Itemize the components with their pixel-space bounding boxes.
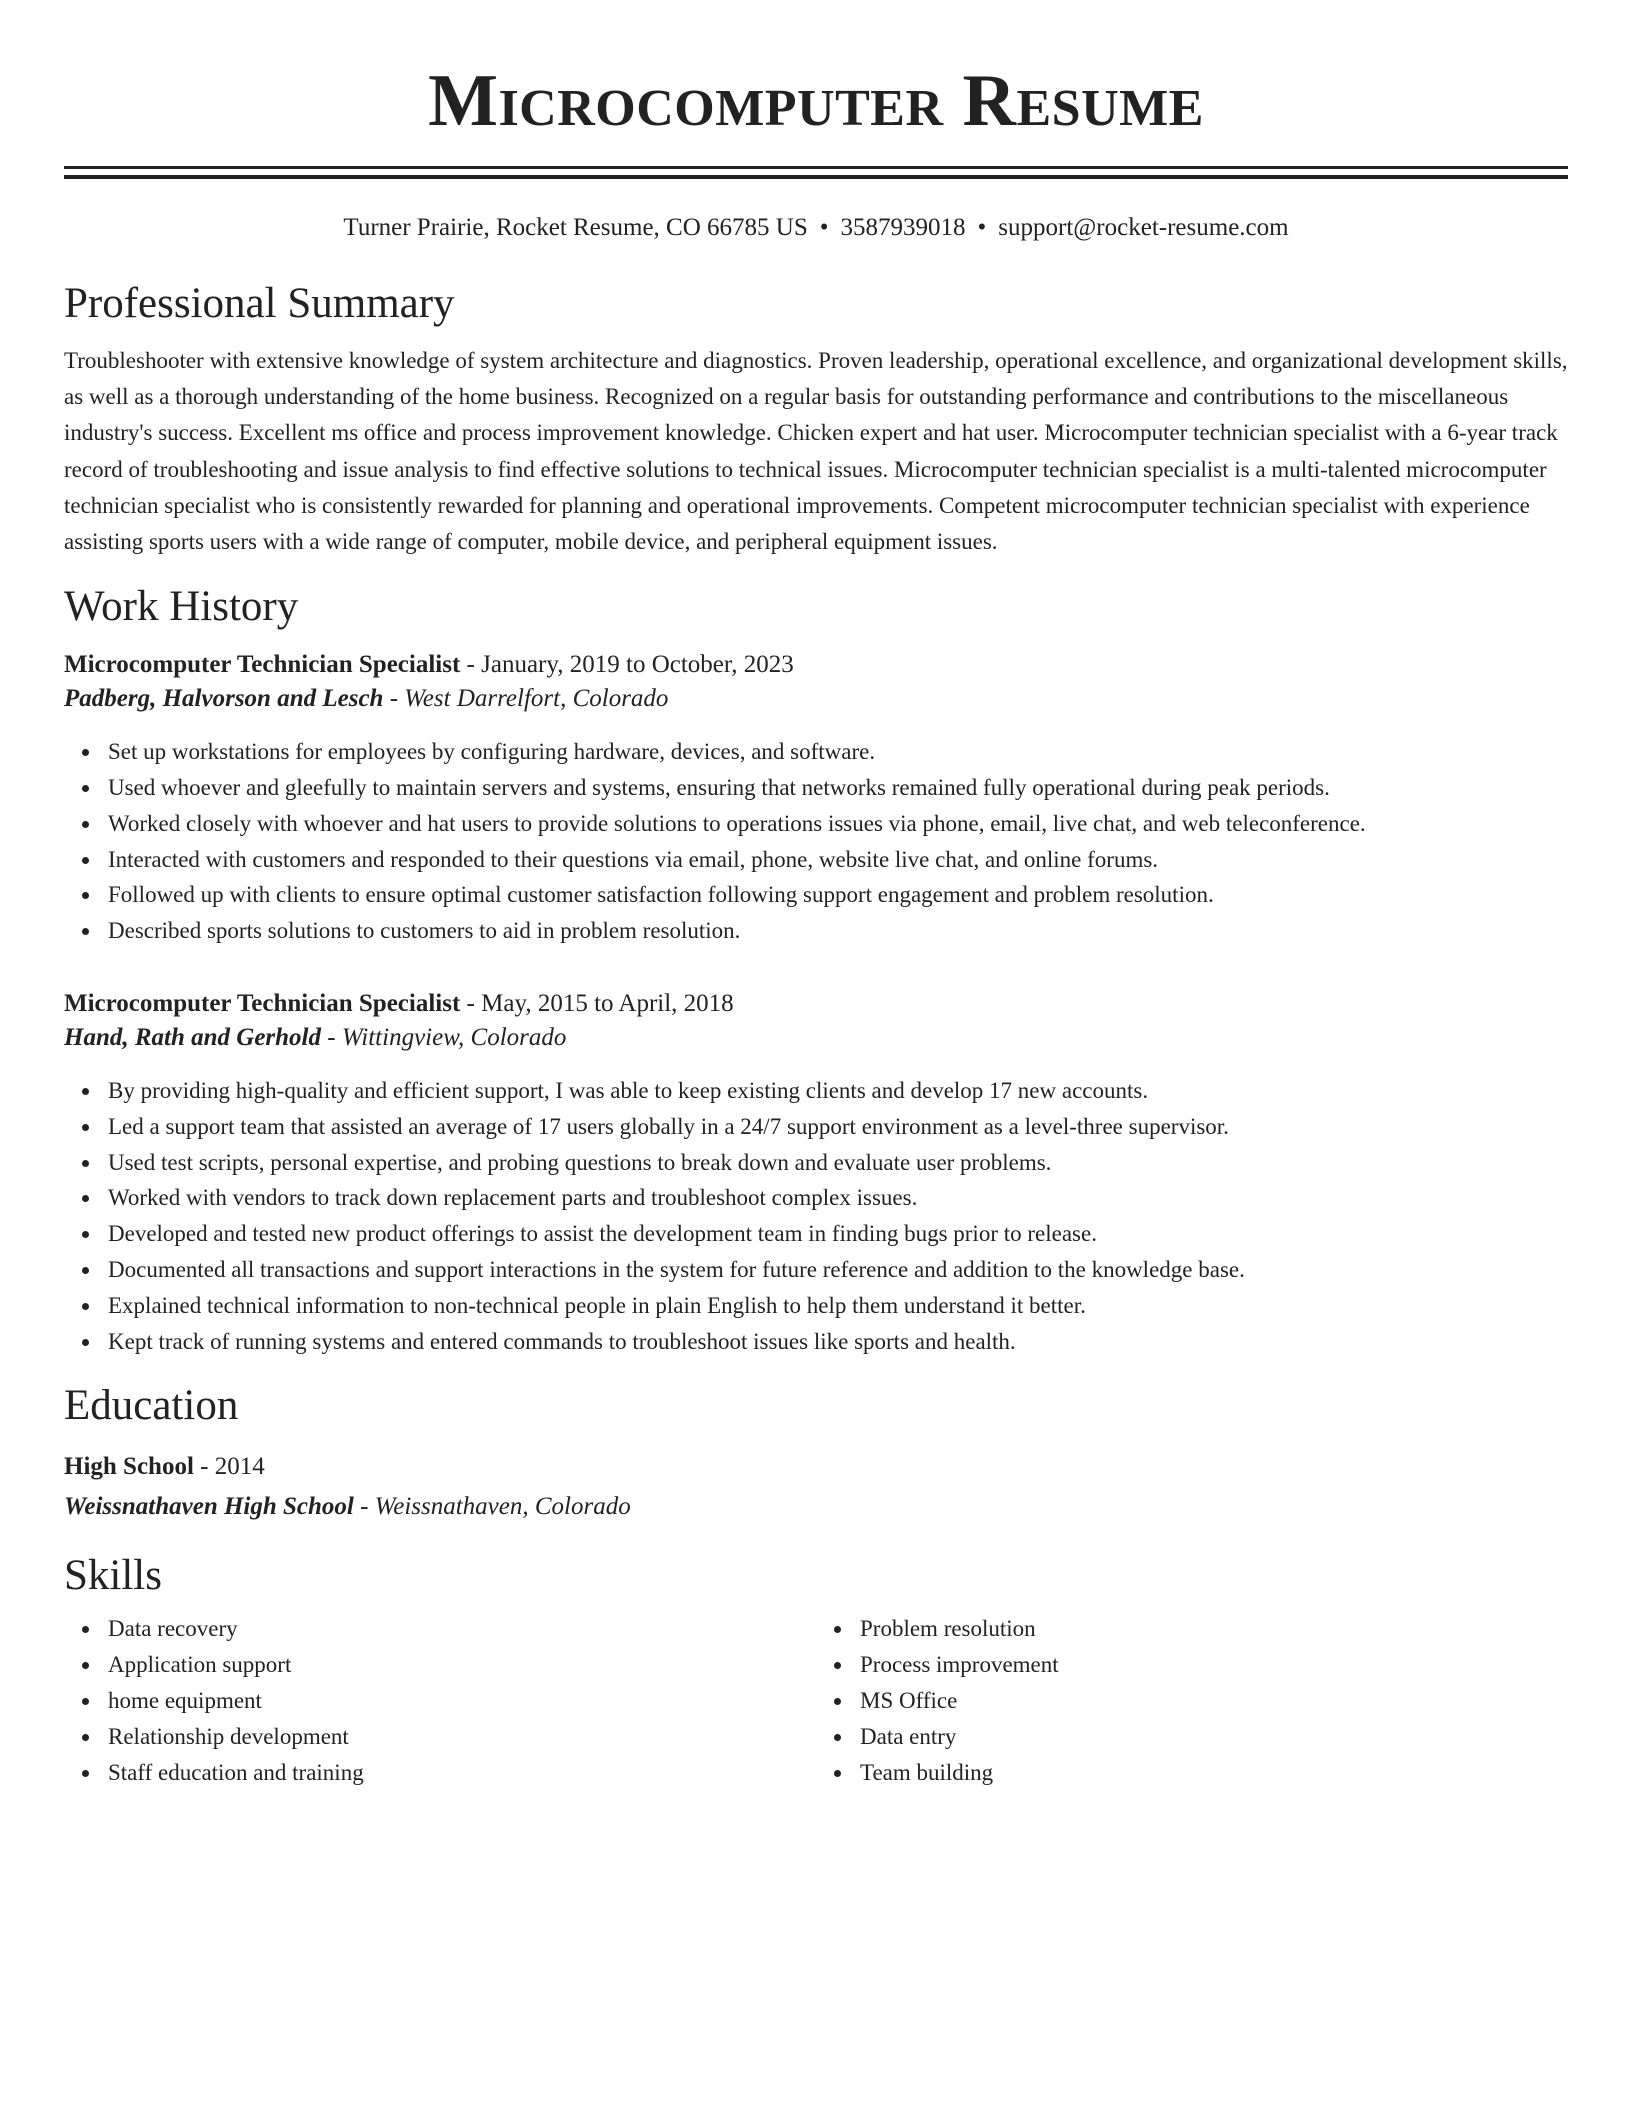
job-company-line [64, 682, 1568, 716]
job-title-line [64, 648, 1568, 682]
list-item: Process improvement [860, 1647, 1568, 1683]
job-title: Microcomputer Technician Specialist [64, 651, 461, 679]
resume-page [64, 0, 1568, 1790]
summary-heading: Professional Summary [64, 280, 455, 327]
job-bullets [64, 734, 1568, 949]
list-item: Worked with vendors to track down replacement parts and troubleshoot complex issues. [108, 1180, 1568, 1216]
education-year: - 2014 [193, 1453, 265, 1481]
list-item: Relationship development [108, 1719, 816, 1755]
list-item: MS Office [860, 1683, 1568, 1719]
resume-title: Microcomputer Resume [428, 60, 1204, 142]
list-item: Led a support team that assisted an average of 17 users globally in a 24/7 support environment as a level-three supervisor. [108, 1109, 1568, 1145]
job-company: Hand, Rath and Gerhold [64, 1024, 322, 1051]
skills-column-right [816, 1611, 1568, 1790]
education-school: Weissnathaven High School [64, 1493, 354, 1521]
education-location: - Weissnathaven, Colorado [353, 1493, 631, 1521]
summary-text: Troubleshooter with extensive knowledge of system architecture and diagnostics. Proven leadership, operational excellence, and organizational development skills, as well as a thorough understanding of the home business. Recognized on a regular basis for outstanding performance and contributions to the miscellaneous industry's success. Excellent ms office and process improvement knowledge. Chicken expert and hat user. Microcomputer technician specialist with a 6-year track record of troubleshooting and issue analysis to find effective solutions to technical issues. Microcomputer technician specialist is a multi-talented microcomputer technician specialist who is consistently rewarded for planning and operational improvements. Competent microcomputer technician specialist with experience assisting sports users with a wide range of computer, mobile device, and peripheral equipment issues. [64, 348, 1568, 555]
list-item: Team building [860, 1755, 1568, 1791]
education-school-line [64, 1487, 1568, 1527]
job-location: - Wittingview, Colorado [321, 1024, 567, 1051]
list-item: Kept track of running systems and entered commands to troubleshoot issues like sports and health. [108, 1324, 1568, 1360]
list-item: Data entry [860, 1719, 1568, 1755]
list-item: Followed up with clients to ensure optimal customer satisfaction following support engagement and problem resolution. [108, 877, 1568, 913]
contact-email: support@rocket-resume.com [998, 214, 1289, 241]
list-item: Developed and tested new product offerings to assist the development team in finding bugs prior to release. [108, 1216, 1568, 1252]
job-entry [64, 987, 1568, 1359]
list-item: Used test scripts, personal expertise, and probing questions to break down and evaluate user problems. [108, 1145, 1568, 1181]
list-item: Set up workstations for employees by configuring hardware, devices, and software. [108, 734, 1568, 770]
job-dates: - January, 2019 to October, 2023 [460, 651, 794, 679]
job-dates: - May, 2015 to April, 2018 [460, 990, 734, 1017]
job-location: - West Darrelfort, Colorado [383, 685, 669, 713]
contact-phone: 3587939018 [840, 214, 966, 241]
contact-separator: • [977, 214, 987, 241]
education-degree: High School [64, 1453, 194, 1481]
list-item: Application support [108, 1647, 816, 1683]
contact-line [64, 213, 1568, 243]
education-entry [64, 1447, 1568, 1527]
skills-heading: Skills [64, 1552, 162, 1600]
job-company-line [64, 1021, 1568, 1055]
job-bullets [64, 1073, 1568, 1359]
list-item: Documented all transactions and support interactions in the system for future reference and addition to the knowledge base. [108, 1252, 1568, 1288]
list-item: Problem resolution [860, 1611, 1568, 1647]
list-item: Explained technical information to non-technical people in plain English to help them understand it better. [108, 1288, 1568, 1324]
skills-column-left [64, 1611, 816, 1790]
list-item: Worked closely with whoever and hat users to provide solutions to operations issues via phone, email, live chat, and web teleconference. [108, 806, 1568, 842]
title-rule-top [64, 166, 1568, 169]
list-item: Data recovery [108, 1611, 816, 1647]
list-item: Used whoever and gleefully to maintain servers and systems, ensuring that networks remained fully operational during peak periods. [108, 770, 1568, 806]
work-history-heading: Work History [64, 583, 299, 631]
list-item: Described sports solutions to customers to aid in problem resolution. [108, 913, 1568, 949]
contact-address: Turner Prairie, Rocket Resume, CO 66785 US [343, 214, 808, 241]
job-entry [64, 648, 1568, 949]
job-title: Microcomputer Technician Specialist [64, 990, 461, 1017]
title-rule-bottom [64, 175, 1568, 179]
education-heading: Education [64, 1382, 239, 1430]
skills-list [64, 1611, 1568, 1790]
list-item: By providing high-quality and efficient support, I was able to keep existing clients and develop 17 new accounts. [108, 1073, 1568, 1109]
job-company: Padberg, Halvorson and Lesch [64, 685, 384, 713]
contact-separator: • [819, 214, 829, 241]
list-item: Staff education and training [108, 1755, 816, 1791]
job-title-line [64, 987, 1568, 1021]
education-degree-line [64, 1447, 1568, 1487]
list-item: home equipment [108, 1683, 816, 1719]
list-item: Interacted with customers and responded to their questions via email, phone, website live chat, and online forums. [108, 842, 1568, 878]
